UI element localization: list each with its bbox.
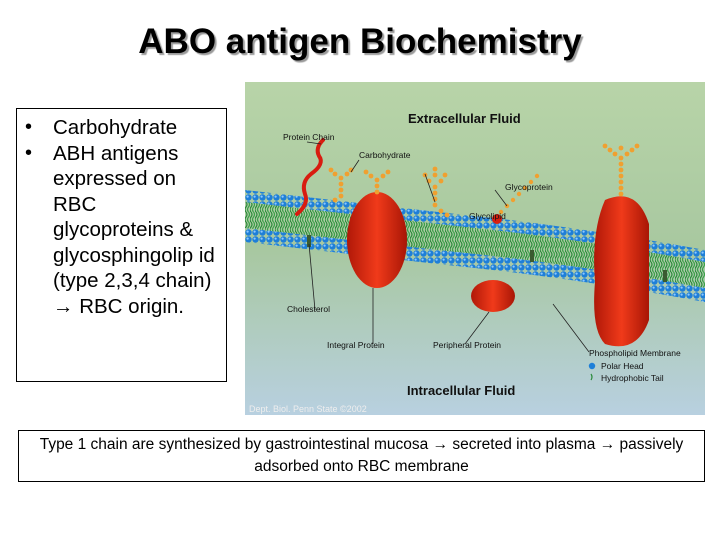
bullet-dot-icon: • bbox=[25, 116, 33, 138]
label-cholesterol: Cholesterol bbox=[287, 304, 330, 314]
bullet-list bbox=[16, 108, 227, 382]
label-phospholipid-membrane: Phospholipid Membrane bbox=[589, 348, 681, 358]
label-extracellular-fluid: Extracellular Fluid bbox=[408, 111, 521, 126]
label-integral-protein: Integral Protein bbox=[327, 340, 385, 350]
cell-membrane-diagram bbox=[245, 82, 705, 415]
label-glycoprotein: Glycoprotein bbox=[505, 182, 553, 192]
label-intracellular-fluid: Intracellular Fluid bbox=[407, 383, 516, 398]
label-protein-chain: Protein Chain bbox=[283, 132, 335, 142]
peripheral-protein bbox=[471, 280, 515, 312]
polar-head-icon bbox=[589, 363, 595, 369]
label-polar-head: Polar Head bbox=[601, 361, 644, 371]
slide-title: ABO antigen Biochemistry bbox=[138, 22, 582, 61]
bullet-text: ABH antigens expressed on RBC glycoproteins & glycosphingolip id (type 2,3,4 chain) → RBC origin. bbox=[53, 141, 215, 318]
bullet-text: Carbohydrate bbox=[53, 116, 178, 139]
label-glycolipid: Glycolipid bbox=[469, 211, 506, 221]
bullet-item bbox=[25, 115, 220, 141]
bullet-dot-icon: • bbox=[25, 141, 33, 164]
bullet-item bbox=[25, 141, 220, 320]
diagram-credit: Dept. Biol. Penn State ©2002 bbox=[249, 404, 367, 414]
label-hydrophobic-tail: Hydrophobic Tail bbox=[601, 373, 664, 383]
label-carbohydrate: Carbohydrate bbox=[359, 150, 411, 160]
label-peripheral-protein: Peripheral Protein bbox=[433, 340, 502, 350]
caption-box: Type 1 chain are synthesized by gastrointestinal mucosa → secreted into plasma → passively adsorbed onto RBC membrane bbox=[18, 430, 705, 482]
